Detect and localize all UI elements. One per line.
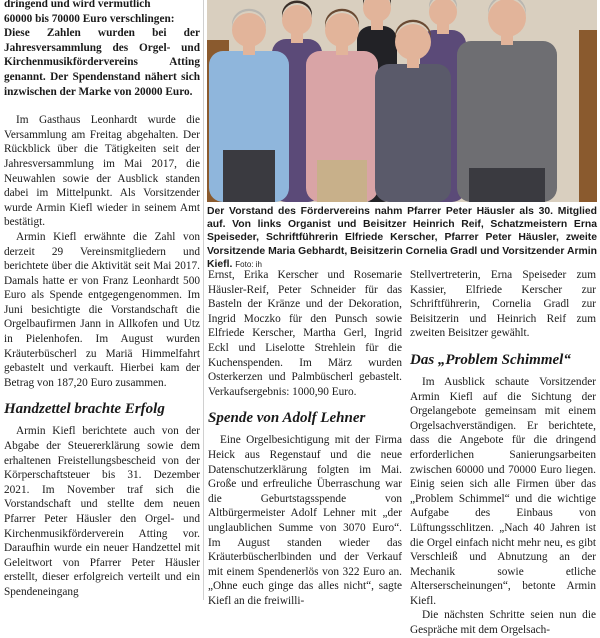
intro-line-2: 60000 bis 70000 Euro verschlingen: (4, 12, 175, 25)
person-maria-gebhardt-face (395, 24, 431, 60)
person-armin-kiefl-face (488, 0, 526, 37)
intro-line-1: dringend und wird vermutlich (4, 0, 151, 10)
body-paragraph: Eine Orgelbesichtigung mit der Firma Heick aus Regenstauf und die neue Datenschutzerklärung folgten im Mai. Große und erfreuliche Überraschung war die Geburtstagsspende von Altbürgermeister Adolf Lehner mit „der unglaublichen Summe von 3070 Euro“. Im August standen wieder das Kräuterbüscherlbinden und der Verkauf mit einem Spendenerlös von 322 Euro an. „Ohne euch ginge das alles nicht“, sagte Kiefl an die freiwilli- (208, 434, 402, 607)
photo-caption (207, 205, 597, 271)
trousers-left (223, 150, 275, 202)
body-paragraph: Stellvertreterin, Erna Speiseder zum Kassier, Elfriede Kerscher zur Schriftführerin, Cornelia Gradl zur Beisitzerin und Heinrich Reif zum zweiten Beisitzer gewählt. (410, 269, 596, 340)
article-column-1 (4, 0, 200, 600)
person-erna-speiseder-face (282, 5, 312, 35)
trousers-center (317, 160, 367, 202)
body-paragraph: Ernst, Erika Kerscher und Rosemarie Häusler-Reif, Peter Schneider für das Basteln der Kränze und der Dekoration, Ingrid Moczko für den Punsch sowie Elfriede Kerscher, Martha Gerl, Ingrid Eckl und Liselotte Strehlein für die Kuchenspenden. Im März wurden Osterkerzen und Palmbüscherl gebastelt. Verkaufsergebnis: 1000,90 Euro. (208, 269, 402, 398)
body-paragraph: Armin Kiefl erwähnte die Zahl von derzeit 29 Vereinsmitgliedern und berichtete über die Aktivität seit Mai 2017. Damals hatte er von Franz Leonhardt 500 Euro als Spende entgegengenommen. Im Juni besichtigte die Vorstandschaft die Orgelbaufirmen Jann in Allkofen und Utz in Pielenhofen. Im August wurden Kräuterbüscherl zu Mariä Himmelfahrt gebastelt und verkauft. Hierbei kam der Betrag von 187,20 Euro zusammen. (4, 230, 200, 389)
person-maria-gebhardt-body (375, 64, 451, 202)
intro-line-3: Diese Zahlen wurden bei der Jahresversammlung des Orgel- und Kirchenmusikfördervereins Atting genannt. Der Spendenstand nähert sich inzwischen der Marke von 20000 Euro. (4, 27, 200, 98)
subheadline: Handzettel brachte Erfolg (4, 401, 165, 418)
person-heinrich-reif-face (232, 13, 266, 47)
trousers-right (469, 168, 545, 202)
subheadline: Das „Problem Schimmel“ (410, 351, 571, 368)
person-elfriede-kerscher-face (325, 13, 359, 47)
group-photo (207, 0, 597, 202)
group-photo-image (207, 0, 597, 202)
photo-credit: Foto: ih (235, 259, 262, 269)
subheadline: Spende von Adolf Lehner (208, 410, 366, 427)
body-paragraph: Armin Kiefl berichtete auch von der Abgabe der Steuererklärung sowie dem erhaltenen Freistellungsbescheid von der Körperschaftsteuer bis 31. Dezember 2021. Im November traf sich die Vorstandschaft und stellte dem neuen Pfarrer Peter Häusler den Orgel- und Kirchenmusikförderverein Atting vor. Daraufhin wurde ein neuer Handzettel mit Geleitwort von Pfarrer Peter Häusler erstellt, dieser erfolgreich verteilt und ein Spendeneingang (4, 425, 200, 598)
caption-text: Der Vorstand des Fördervereins nahm Pfarrer Peter Häusler als 30. Mitglied auf. Von links Organist und Beisitzer Heinrich Reif, Schatzmeistern Erna Speiseder, Schriftführerin Elfriede Kerscher, Pfarrer Peter Häusler, zweite Vorsitzende Maria Gebhardt, Beisitzerin Cornelia Gradl und Vorsitzender Armin Kiefl. (207, 206, 597, 270)
body-paragraph: Im Gasthaus Leonhardt wurde die Versammlung am Freitag abgehalten. Der Rückblick über die Tätigkeiten seit der Jahresversammlung im Mai 2017, die Neuwahlen sowie der Ausblick standen dabei im Mittelpunkt. Als Vorsitzender wurde Armin Kiefl wieder in seinem Amt bestätigt. (4, 114, 200, 229)
body-paragraph: Die nächsten Schritte seien nun die Gespräche mit dem Orgelsach- (410, 609, 596, 637)
article-column-2 (208, 268, 402, 608)
article-column-3 (410, 268, 596, 638)
body-paragraph: Im Ausblick schaute Vorsitzender Armin Kiefl auf die Sichtung der Orgelangebote gemeinsam mit einem Orgelsachverständigen. Er berichtete, dass die Angebote für die dringend erforderlichen Sanierungsarbeiten zwischen 60000 und 70000 Euro liegen. Einig seien sich alle Firmen über das „Problem Schimmel“ und die wichtige Aufgabe des Einbaus von Lüftungsschlitzen. „Nach 40 Jahren ist die Orgel einfach nicht mehr neu, es gibt Verschleiß und Abnutzung an der Mechanik sowie etliche Alterserscheinungen“, betonte Armin Kiefl. (410, 375, 596, 607)
column-rule (203, 0, 204, 600)
